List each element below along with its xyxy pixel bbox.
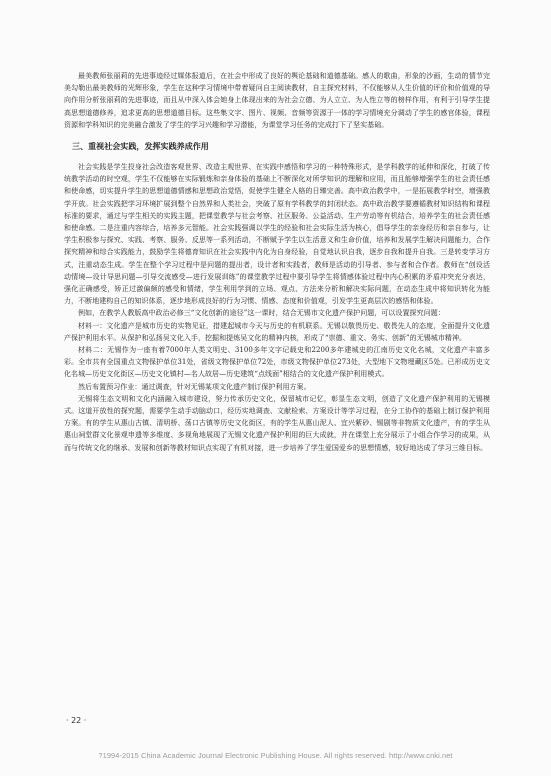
section-heading: 三、重视社会实践，发挥实践养成作用 [72, 142, 209, 152]
material-one-paragraph: 材料一：文化遗产是城市历史的实物见证，措建起城市今天与历史的有机联系。无锡以敬畏历史、敬畏先人的态度，全面提升文化遗产保护利用水平。从保护和弘扬吴文化入手，挖掘和提炼吴文化的精神内核，形成了“崇德、重文、务实、创新”的无锡城市精神。 [64, 321, 490, 342]
paragraphs-after-section [64, 161, 490, 454]
page-number: · 22 · [66, 716, 87, 725]
paragraph: 然后布置预习作业：通过调查，针对无锡某项文化遗产制订保护利用方案。 [78, 382, 311, 391]
material-two-paragraph: 材料二：无锡作为一座有着7000年人类文明史、3100多年文字记载史和2200多年建城史的江南历史文化名城，文化遗产丰富多彩。全市共有全国重点文物保护单位31处，省级文物保护单位72处，市级文物保护单位273处，大型地下文物埋藏区5处。已形成历史文化名城—历史文化街区—历史文化镇村—名人故居—历史建筑“点线面”相结合的文化遗产保护利用模式。 [64, 346, 490, 379]
paragraphs-before-section [64, 70, 490, 131]
paragraph: 无锡将生态文明和文化内涵融入城市建设，努力传承历史文化，保留城市记忆，彰显生态文明，创造了文化遗产保护利用的无锡模式。这道开放性的探究题，需要学生动手动脑动口，经历实地调查、文献检索、方案设计等学习过程，在分工协作的基础上制订保护利用方案。有的学生从惠山古镇、清明桥、荡口古镇等历史文化街区，有的学生从惠山泥人、宜兴紫砂、锡剧等非物质文化遗产，有的学生从惠山祠堂群文化景观申遗等多维度、多视角地展现了无锡文化遗产保护利用的巨大成就，并在课堂上充分展示了小组合作学习的成果，从而与传统文化的继承、发展和创新等教材知识点实现了有机对接，进一步培养了学生爱国爱乡的思想情感，较好地达成了学习三维目标。 [64, 394, 490, 452]
paragraph: 例如，在教学人教版高中政治必修三“文化创新的途径”这一课时，结合无锡市文化遗产保护问题，可以设置探究问题： [78, 309, 445, 318]
paragraph: 社会实践是学生投身社会改造客观世界、改造主观世界、在实践中感悟和学习的一种特殊形式，是学科教学的延伸和深化，打破了传统教学活动的时空观，学生不仅能够在实际锻炼和亲身体验的基础上不断深化对所学知识的理解和应用，而且能够增强学生的社会责任感和使命感，切实提升学生的思想道德情感和思想政治觉悟，促使学生健全人格的日臻完善。高中政治教学中，一是拓展教学时空，增强教学开放。社会实践把学习环境扩展到整个自然界和人类社会，突破了原有学科教学的封闭状态。高中政治教学要遵循教材知识结构和课程标准的要求，通过与学生相关的实践主题，把课堂教学与社会考察、社区服务、公益活动、生产劳动等有机结合，培养学生的社会责任感和使命感。二是注重内容综合，培养多元智能。社会实践强调以学生的经验和社会实际生活为核心，倡导学生的亲身经历和亲自参与，让学生积极参与探究、实践、考察、服务、反思等一系列活动，不断赋予学生以生活意义和生命价值，培养和发展学生解决问题能力，合作探究精神和综合实践能力，鼓励学生将德育知识在社会实践中内化为自身经验，自觉地认识自我，逐步自我和提升自我。三是转变学习方式，注重动态生成。学生在整个学习过程中是问题的提出者，设计者和实践者，教师是活动的引导者、参与者和合作者。教师在“创设活动情境—设计导思问题—引导交流感受—进行发展训练”的课堂教学过程中要引导学生将情感体验过程中内心积累的矛盾冲突充分表达，强化正确感受，矫正过激偏颇的感受和情绪，学生利用学到的立场、观点、方法来分析和解决实际问题，在动态生成中将知识转化为能力，不断地建构自己的知识体系，逐步地形成良好的行为习惯、情感、态度和价值观，引发学生更高层次的感悟和体验。 [64, 163, 490, 306]
article-body [64, 70, 490, 454]
paragraph: 最美教师张丽莉的先进事迹经过媒体报道后，在社会中形成了良好的舆论基础和道德基础。感人的歌曲，形象的沙画，生动的情节完美勾勒出最美教师的光辉形象，学生在这种学习情境中带着疑问自主阅读教材，自主探究材料，不仅能够从人生价值的评价和价值观的导向作用分析张丽莉的先进事迹，而且从中深入体会她身上体现出来的为社会立德、为人立立、为人性立等的榜样作用，有利于引导学生提高思想道德修养，追求更高的思想道德目标。这些集文字、图片、视频、音频等资源于一体的学习情境充分调动了学生的感官体验，课程资源和学科知识的完美融合激发了学生的学习兴趣和学习潜能，为课堂学习任务的完成打下了坚实基础。 [64, 72, 490, 129]
copyright-footer: ?1994-2015 China Academic Journal Electronic Publishing House. All rights reserved. http://www.cnki.net [98, 751, 453, 760]
